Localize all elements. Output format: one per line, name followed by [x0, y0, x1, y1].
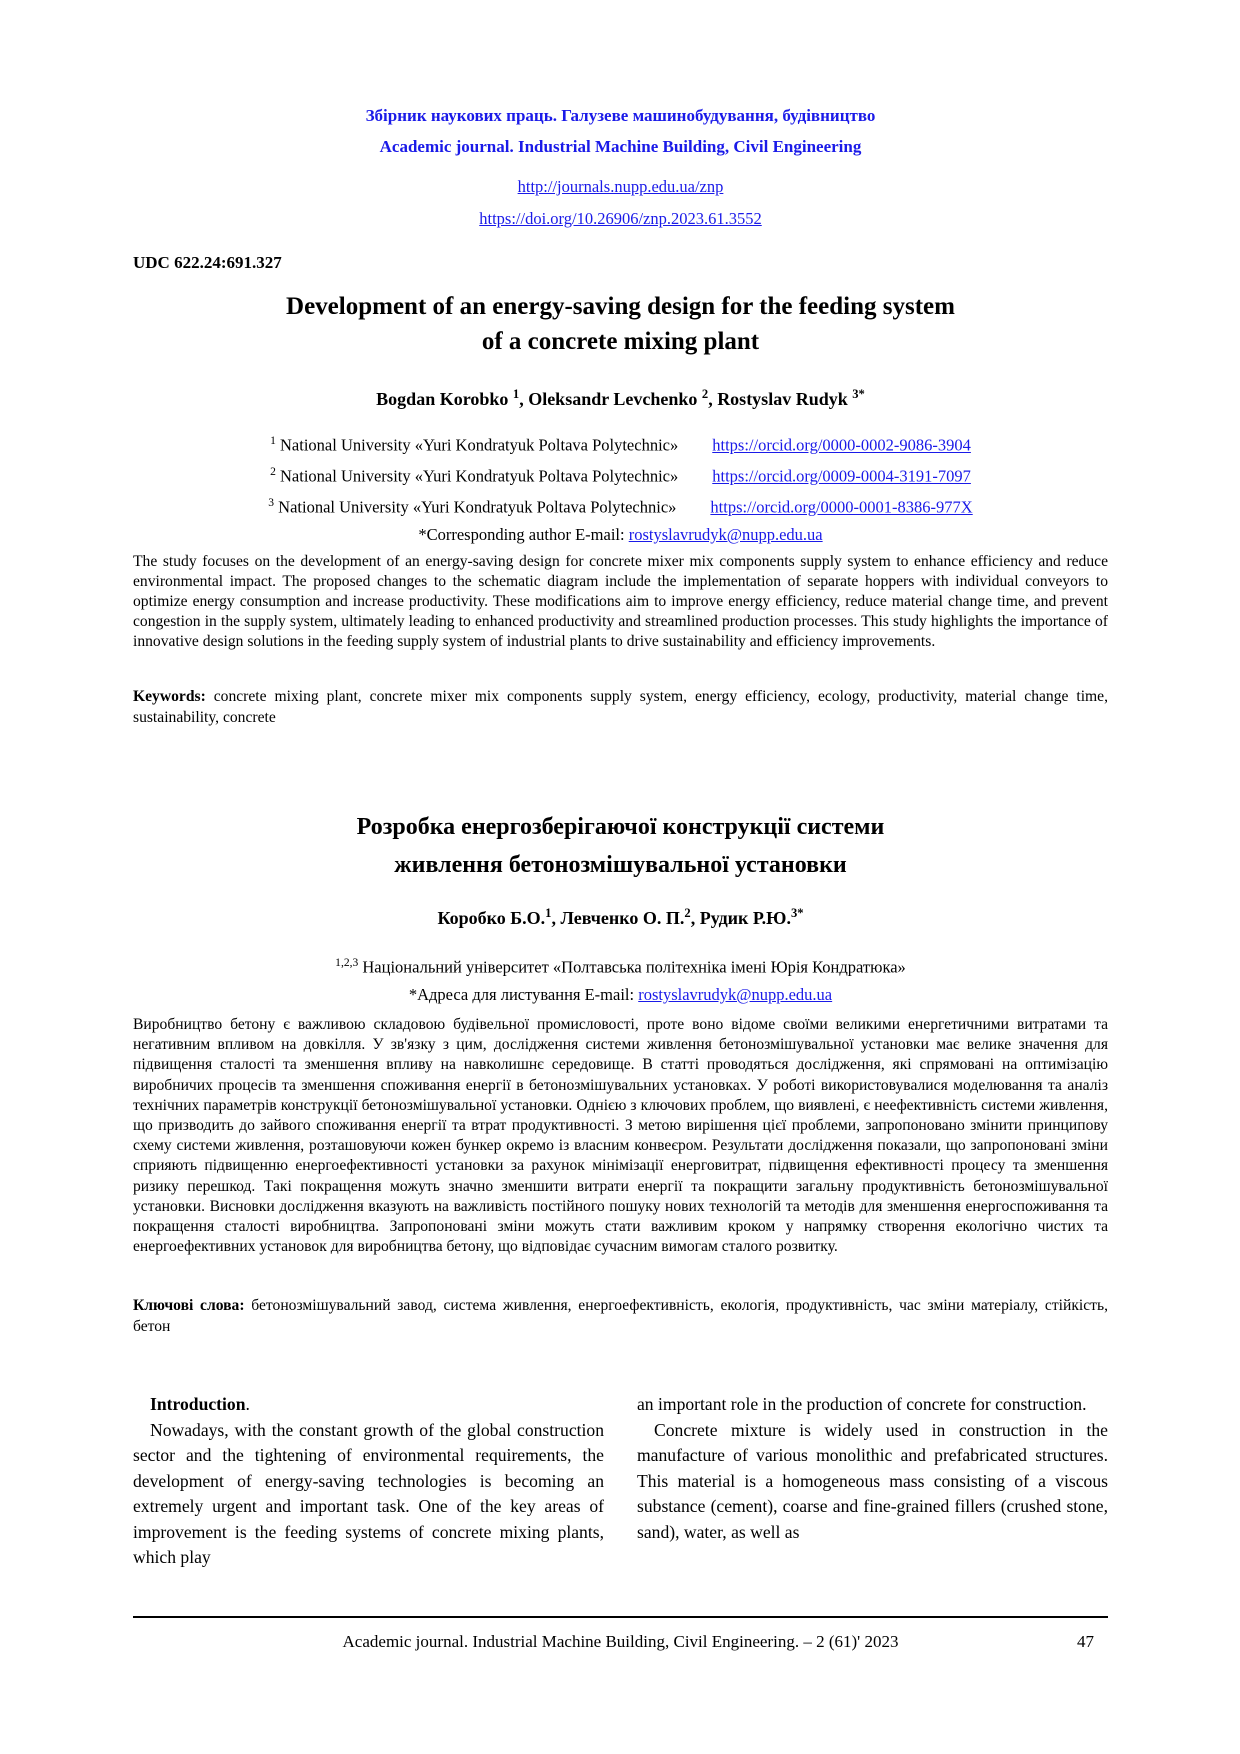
- page-footer: [133, 1616, 1108, 1653]
- orcid-link[interactable]: https://orcid.org/0000-0001-8386-977X: [710, 497, 973, 517]
- authors-en: [133, 381, 1108, 412]
- affiliation-text: National University «Yuri Kondratyuk Poltava Polytechnic»: [274, 497, 677, 517]
- corresponding-email-link[interactable]: rostyslavrudyk@nupp.edu.ua: [628, 525, 823, 544]
- affiliation-text: National University «Yuri Kondratyuk Poltava Polytechnic»: [275, 435, 679, 455]
- author-sup: 1: [545, 905, 552, 920]
- article-title-ua: [133, 808, 1108, 884]
- keywords-en: [133, 686, 1108, 728]
- masthead: [133, 100, 1108, 162]
- author-name: , Oleksandr Levchenko: [519, 389, 702, 409]
- author-sup: 2: [684, 905, 691, 920]
- corresponding-author-en: [133, 521, 1108, 549]
- journal-url-link[interactable]: http://journals.nupp.edu.ua/znp: [517, 177, 724, 196]
- affiliation-sup-ua: 1,2,3: [335, 956, 359, 969]
- paragraph: Concrete mixture is widely used in construction in the manufacture of various monolithic and prefabricated structures. This material is a homogeneous mass consisting of a viscous substance (cement), coarse and fine-grained fillers (crushed stone, sand), water, as well as: [637, 1419, 1108, 1542]
- affiliation-sup: 3: [268, 497, 275, 509]
- paragraph: Nowadays, with the constant growth of the global construction sector and the tightening of environmental requirements, the development of energy-saving technologies is becoming an extremely urgent and important task. One of the key areas of improvement is the feeding systems of concrete mixing plants, which play: [133, 1419, 604, 1568]
- article-body-columns: [133, 1392, 1108, 1571]
- affiliations-en: [133, 428, 1108, 549]
- doi-link[interactable]: https://doi.org/10.26906/znp.2023.61.3552: [479, 209, 762, 228]
- author-name: , Rostyslav Rudyk: [708, 389, 853, 409]
- affiliation-row: [133, 490, 1108, 521]
- footer-journal-line: Academic journal. Industrial Machine Building, Civil Engineering. – 2 (61)' 2023: [342, 1632, 899, 1651]
- affiliation-row: [133, 428, 1108, 459]
- affiliation-row-ua: [133, 949, 1108, 982]
- author-name: , Левченко О. П.: [551, 907, 685, 928]
- author-sup: 2: [701, 387, 709, 401]
- authors-ua: [133, 900, 1108, 931]
- article-title-en-line2: of a concrete mixing plant: [481, 328, 760, 355]
- corresponding-email-link-ua[interactable]: rostyslavrudyk@nupp.edu.ua: [638, 985, 833, 1005]
- masthead-title-ua: Збірник наукових праць. Галузеве машинобудування, будівництво: [365, 106, 876, 125]
- corresponding-label-ua: *Адреса для листування E-mail:: [408, 985, 639, 1005]
- affiliation-ua: [133, 949, 1108, 1010]
- affiliation-sup: 1: [270, 435, 276, 447]
- article-title-en-line1: Development of an energy-saving design for the feeding system: [286, 293, 955, 320]
- keywords-text-en: concrete mixing plant, concrete mixer mix components supply system, energy efficiency, ecology, productivity, material change time, sustainability, concrete: [133, 687, 1108, 726]
- keywords-ua: [133, 1295, 1108, 1337]
- udc-label: UDC 622.24:691.327: [133, 253, 282, 272]
- article-title-ua-line1: Розробка енергозберігаючої конструкції системи: [356, 813, 885, 840]
- corresponding-label: *Corresponding author E-mail:: [418, 525, 629, 544]
- body-column-left: [133, 1392, 604, 1571]
- body-column-right: [637, 1392, 1108, 1571]
- author-name: , Рудик Р.Ю.: [690, 907, 791, 928]
- affiliation-text: National University «Yuri Kondratyuk Poltava Polytechnic»: [275, 466, 679, 486]
- article-title-en: [133, 289, 1108, 359]
- abstract-ua: Виробництво бетону є важливою складовою будівельної промисловості, проте воно відоме своїми великими енергетичними витратами та негативним впливом на довкілля. У зв'язку з цим, дослідження системи живлення бетонозмішувальної установки має велике значення для підвищення сталості та зменшення впливу на навколишнє середовище. В статті проводяться дослідження, які спрямовані на оптимізацію виробничих процесів та зменшення споживання енергії в бетонозмішувальних установках. У роботі використовувалися моделювання та аналіз технічних параметрів конструкції бетонозмішувальної установки. Однією з ключових проблем, що виявлені, є неефективність системи живлення, що призводить до зайвого споживання енергії та втрат продуктивності. З метою вирішення цієї проблеми, запропоновано змінити принципову схему системи живлення, розташовуючи кожен бункер окремо із власним конвеєром. Результати дослідження показали, що запропоновані зміни сприяють підвищенню енергоефективності установки за рахунок мінімізації енерговитрат, підвищення ефективності процесу та зменшення ризику перешкод. Такі покращення можуть значно зменшити витрати енергії та покращити загальну продуктивність бетонозмішувальної установки. Висновки дослідження вказують на важливість постійного пошуку нових технологій та методів для зменшення енергоспоживання та покращення сталості виробництва. Запропоновані зміни можуть стати важливим кроком у напрямку створення екологічно чистих та енергоефективних установок для виробництва бетону, що відповідає сучасним вимогам сталого розвитку.: [133, 1016, 1108, 1256]
- orcid-link[interactable]: https://orcid.org/0000-0002-9086-3904: [712, 435, 971, 455]
- abstract-en: The study focuses on the development of an energy-saving design for concrete mixer mix components supply system to enhance efficiency and reduce environmental impact. The proposed changes to the schematic diagram include the implementation of separate hoppers with individual conveyors to optimize energy consumption and increase productivity. These modifications aim to improve energy efficiency, reduce material change time, and prevent congestion in the supply system, ultimately leading to enhanced productivity and streamlined production processes. This study highlights the importance of innovative design solutions in the feeding supply system of industrial plants to drive sustainability and efficiency improvements.: [133, 552, 1108, 651]
- page-number: 47: [1077, 1632, 1094, 1651]
- masthead-title-en: Academic journal. Industrial Machine Building, Civil Engineering: [379, 137, 862, 156]
- author-sup: 3*: [852, 387, 865, 401]
- masthead-links: [133, 171, 1108, 235]
- author-sup: 1: [512, 387, 520, 401]
- affiliation-sup: 2: [270, 466, 276, 478]
- author-name: Bogdan Korobko: [376, 389, 513, 409]
- corresponding-author-ua: [133, 981, 1108, 1009]
- article-title-ua-line2: живлення бетонозмішувальної установки: [394, 851, 847, 878]
- author-name: Коробко Б.О.: [437, 907, 546, 928]
- paragraph-continuation: an important role in the production of concrete for construction.: [637, 1394, 1087, 1415]
- introduction-heading: Introduction.: [150, 1394, 250, 1415]
- affiliation-text-ua: Національний університет «Полтавська політехніка імені Юрія Кондратюка»: [358, 957, 906, 977]
- affiliation-row: [133, 459, 1108, 490]
- orcid-link[interactable]: https://orcid.org/0009-0004-3191-7097: [712, 466, 971, 486]
- keywords-label-en: Keywords:: [133, 687, 206, 705]
- keywords-text-ua: бетонозмішувальний завод, система живлення, енергоефективність, екологія, продуктивність, час зміни матеріалу, стійкість, бетон: [133, 1297, 1108, 1336]
- keywords-label-ua: Ключові слова:: [133, 1297, 245, 1315]
- author-sup: 3*: [790, 905, 804, 920]
